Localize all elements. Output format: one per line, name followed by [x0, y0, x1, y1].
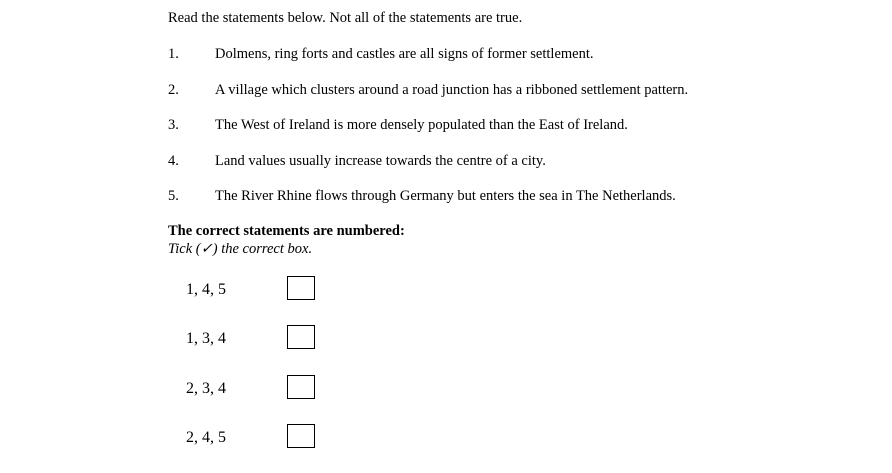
answer-prompt-heading: The correct statements are numbered:	[168, 223, 405, 239]
statement-text: A village which clusters around a road junction has a ribboned settlement pattern.	[215, 81, 689, 98]
statement-list	[168, 45, 868, 223]
statement-number: 3.	[168, 117, 179, 133]
answer-option-label: 1, 4, 5	[186, 281, 226, 298]
statement-item	[168, 45, 868, 81]
statement-number: 2.	[168, 81, 179, 98]
statement-item	[168, 152, 868, 188]
statement-item	[168, 187, 868, 223]
statement-item	[168, 116, 868, 152]
answer-option-label: 2, 3, 4	[186, 379, 226, 397]
question-intro: Read the statements below. Not all of the statements are true.	[168, 10, 523, 26]
statement-number: 4.	[168, 152, 179, 169]
answer-instruction: Tick (✓) the correct box.	[168, 241, 313, 257]
answer-checkbox-1-4-5[interactable]	[287, 276, 315, 300]
statement-text: The River Rhine flows through Germany but enters the sea in The Netherlands.	[215, 188, 676, 204]
statement-text: Land values usually increase towards the centre of a city.	[215, 152, 546, 169]
statement-number: 1.	[168, 46, 179, 62]
answer-checkbox-2-4-5[interactable]	[287, 424, 315, 448]
statement-number: 5.	[168, 188, 179, 204]
statement-text: The West of Ireland is more densely populated than the East of Ireland.	[215, 117, 628, 133]
statement-item	[168, 81, 868, 117]
answer-option-label: 2, 4, 5	[186, 428, 226, 446]
answer-option-label: 1, 3, 4	[186, 330, 226, 348]
statement-text: Dolmens, ring forts and castles are all signs of former settlement.	[215, 46, 594, 62]
answer-checkbox-2-3-4[interactable]	[287, 375, 315, 399]
answer-checkbox-1-3-4[interactable]	[287, 325, 315, 349]
